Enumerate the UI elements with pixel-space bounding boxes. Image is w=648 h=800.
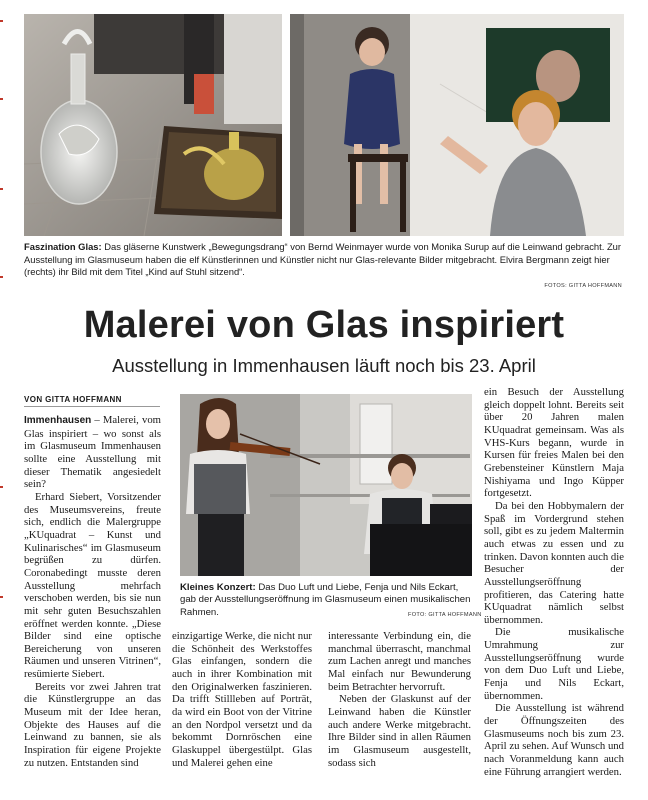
artist-with-painting-photo <box>290 14 624 236</box>
article-column-3 <box>328 630 471 769</box>
byline-rule <box>24 406 160 407</box>
paragraph: Neben der Glaskunst auf der Leinwand haben die Künstler auch andere Werke mitgebracht. Ihre Bilder sind in allen Räumen im Glasmuseum ausgestellt, sodass sich <box>328 693 471 769</box>
margin-marker <box>0 188 3 190</box>
margin-marker <box>0 20 3 22</box>
article-column-1 <box>24 414 161 769</box>
paragraph: interessante Verbindung ein, die manchmal überrascht, manchmal zum Lachen anregt und manches Mal einfach nur Bewunderung beim Betrachter hervorruft. <box>328 630 471 693</box>
paragraph: Bereits vor zwei Jahren trat die Künstlergruppe an das Museum mit der Idee heran, Objekte des Hauses auf die Leinwand zu bannen, sie als Inspiration für eigene Projekte zu nutzen. Entstanden sind <box>24 680 161 769</box>
caption-lead: Faszination Glas: <box>24 241 102 252</box>
paragraph: Da bei den Hobbymalern der Spaß im Vordergrund stehen soll, gibt es zu jedem Maltermin auch etwas zu essen und zu trinken. Davon konnten auch die Besucher der Ausstellungseröffnung profitieren, das Catering hatte KUquadrat nämlich selbst übernommen. <box>484 499 624 626</box>
margin-marker <box>0 276 3 278</box>
dateline: Immenhausen <box>24 415 92 426</box>
photo-credit: FOTOS: GITTA HOFFMANN <box>544 283 622 289</box>
article-column-2 <box>172 630 312 769</box>
glass-sculpture-photo <box>24 14 282 236</box>
photo-caption <box>24 241 624 279</box>
byline: VON GITTA HOFFMANN <box>24 395 122 404</box>
subheadline: Ausstellung in Immenhausen läuft noch bis 23. April <box>112 355 536 376</box>
paragraph: Die musikalische Umrahmung zur Ausstellungseröffnung wurde von dem Duo Luft und Liebe, Fenja und Nils Eckart, übernommen. <box>484 626 624 702</box>
paragraph: Erhard Siebert, Vorsitzender des Museumsvereins, freute sich, endlich die Malergruppe „KUquadrat – Kunst und Kulinarisches“ im Glasmuseum begrüßen zu dürfen. Coronabedingt musste deren Ausstellung mehrfach verschoben werden, bis sie nun mit sehr guten Besuchszahlen eröffnet werden konnte. „Diese Bilder sind eine optische Bereicherung von unseren Räumen und unseren Vitrinen“, resümierte Siebert. <box>24 490 161 681</box>
article-column-4 <box>484 386 624 778</box>
concert-credit: FOTO: GITTA HOFFMANN <box>408 612 482 618</box>
caption-text: Das Duo Luft und Liebe, Fenja und Nils Eckart, gab der Ausstellungseröffnung im Glasmuseum einen musikalischen Rahmen. <box>180 582 471 618</box>
concert-photo <box>180 394 472 576</box>
headline: Malerei von Glas inspiriert <box>83 304 565 346</box>
paragraph: einzigartige Werke, die nicht nur die Schönheit des Werkstoffes Glas einfangen, sondern die auch in ihrer Kombination mit den Originalwerken faszinieren. Da trifft Stillleben auf Porträt, da wird ein Boot von der Vitrine an den Nordpol versetzt und da bekommt Dornröschen eine Glaskuppel übergestülpt. Glas und Malerei gehen eine <box>172 630 312 769</box>
caption-text: Das gläserne Kunstwerk „Bewegungsdrang“ von Bernd Weinmayer wurde von Monika Surup auf die Leinwand gebracht. Zur Ausstellung im Glasmuseum haben die elf Künstlerinnen und Künstler nicht nur Glas-relevante Bilder mitgebracht. Elvira Bergmann zeigt hier (rechts) ihr Bild mit dem Titel „Kind auf Stuhl sitzend“. <box>24 241 622 278</box>
caption-lead: Kleines Konzert: <box>180 582 256 593</box>
paragraph: – Malerei, vom Glas inspiriert – wo sonst als im Glasmuseum Immenhausen sollte eine Ausstellung mit dieser Thematik angesiedelt sein? <box>24 414 161 491</box>
margin-marker <box>0 486 3 488</box>
paragraph: ein Besuch der Ausstellung gleich doppelt lohnt. Bereits seit über 20 Jahren malen KUquadrat gemeinsam. Was als VHS-Kurs begann, wurde in Kursen für freies Malen bei den Grebensteiner Künstlern Maja Nishiyama und Ingo Küpper fortgesetzt. <box>484 386 624 500</box>
margin-marker <box>0 596 3 598</box>
paragraph: Die Ausstellung ist während der Öffnungszeiten des Glasmuseums noch bis zum 23. April zu sehen. Auf Wunsch und nach Voranmeldung kann auch eine Führung arrangiert werden. <box>484 702 624 778</box>
margin-marker <box>0 98 3 100</box>
